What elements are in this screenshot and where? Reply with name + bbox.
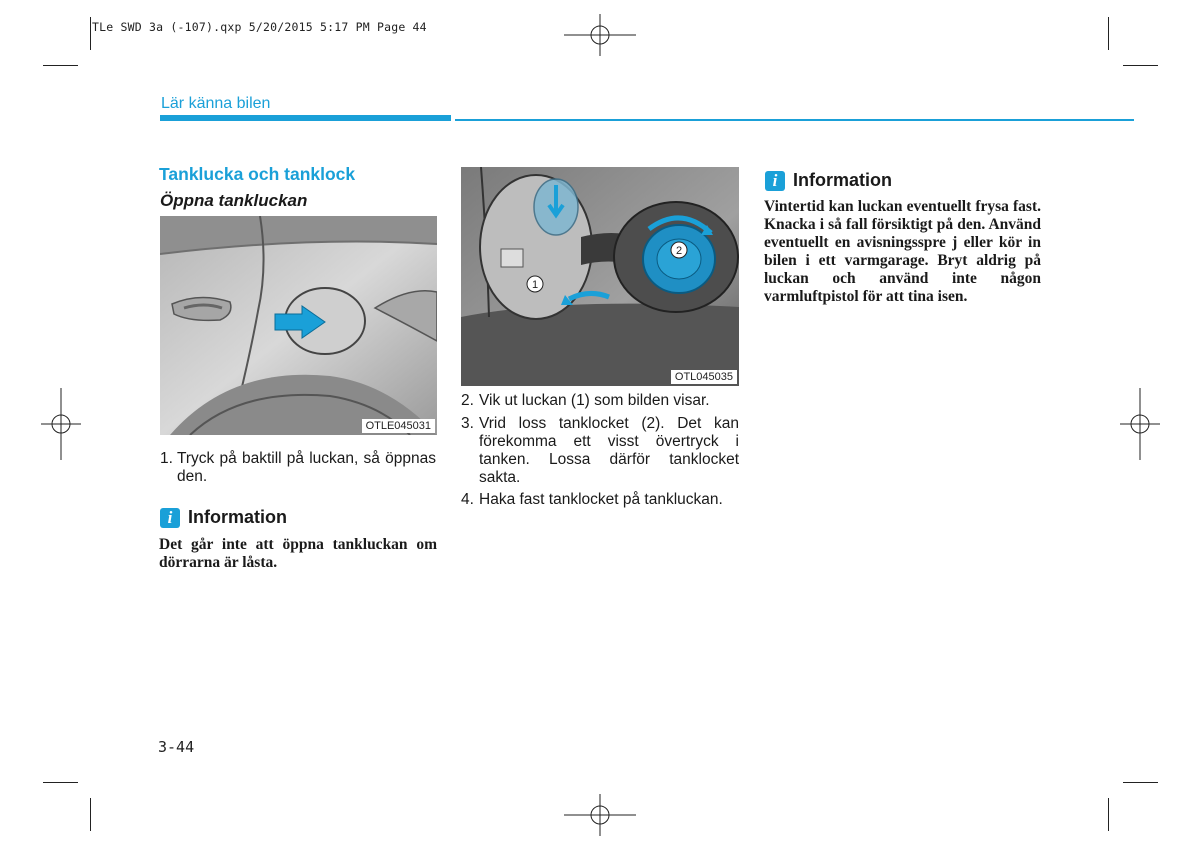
info-header: [160, 507, 287, 528]
fuel-cap-photo: [461, 167, 739, 386]
section-rule-thick: [160, 115, 451, 121]
crop-mark: [1123, 782, 1158, 783]
list-item: [461, 415, 739, 487]
sub-heading: Öppna tankluckan: [160, 191, 308, 210]
image-code-label: OTLE045031: [362, 419, 435, 433]
step-number: 4.: [461, 491, 474, 508]
info-title: Information: [793, 170, 892, 190]
print-slug: TLe SWD 3a (-107).qxp 5/20/2015 5:17 PM Page 44: [92, 20, 427, 34]
section-title: Lär känna bilen: [161, 95, 271, 112]
info-icon: i: [160, 508, 180, 528]
section-rule-thin: [455, 119, 1134, 121]
list-item: [160, 450, 436, 486]
step-text: Vik ut luckan (1) som bilden visar.: [479, 392, 710, 409]
info-text: Det går inte att öppna tankluckan om dörrarna är låsta.: [159, 536, 437, 571]
step-number: 2.: [461, 392, 474, 409]
crop-mark: [1123, 65, 1158, 66]
registration-mark: [41, 388, 81, 460]
crop-mark: [90, 798, 91, 831]
info-title: Information: [188, 507, 287, 527]
registration-mark: [564, 794, 636, 836]
list-item: [461, 392, 739, 410]
callout-1: 1: [531, 279, 539, 291]
step-number: 1.: [160, 450, 173, 467]
step-text: Vrid loss tanklocket (2). Det kan förekomma ett visst övertryck i tanken. Lossa därför tanklocket sakta.: [479, 415, 739, 486]
crop-mark: [43, 65, 78, 66]
page-number: 3-44: [158, 738, 195, 756]
page-heading: Tanklucka och tanklock: [159, 164, 356, 184]
registration-mark: [1120, 388, 1160, 460]
registration-mark: [564, 14, 636, 56]
callout-2: 2: [675, 245, 683, 257]
crop-mark: [43, 782, 78, 783]
info-icon: i: [765, 171, 785, 191]
step-number: 3.: [461, 415, 474, 432]
step-text: Haka fast tanklocket på tankluckan.: [479, 491, 723, 508]
fuel-door-photo: [160, 216, 437, 435]
crop-mark: [1108, 798, 1109, 831]
list-item: [461, 491, 739, 509]
info-header: [765, 170, 892, 191]
info-text: Vintertid kan luckan eventuellt frysa fast. Knacka i så fall försiktigt på den. Använd eventuellt en avisningsspre j eller kör in bilen i ett varmgarage. Bryt aldrig på luckan och använd inte någon varmluftpistol för att tina isen.: [764, 198, 1041, 305]
crop-mark: [90, 17, 91, 50]
crop-mark: [1108, 17, 1109, 50]
image-code-label: OTL045035: [671, 370, 737, 384]
step-text: Tryck på baktill på luckan, så öppnas den.: [177, 450, 436, 485]
